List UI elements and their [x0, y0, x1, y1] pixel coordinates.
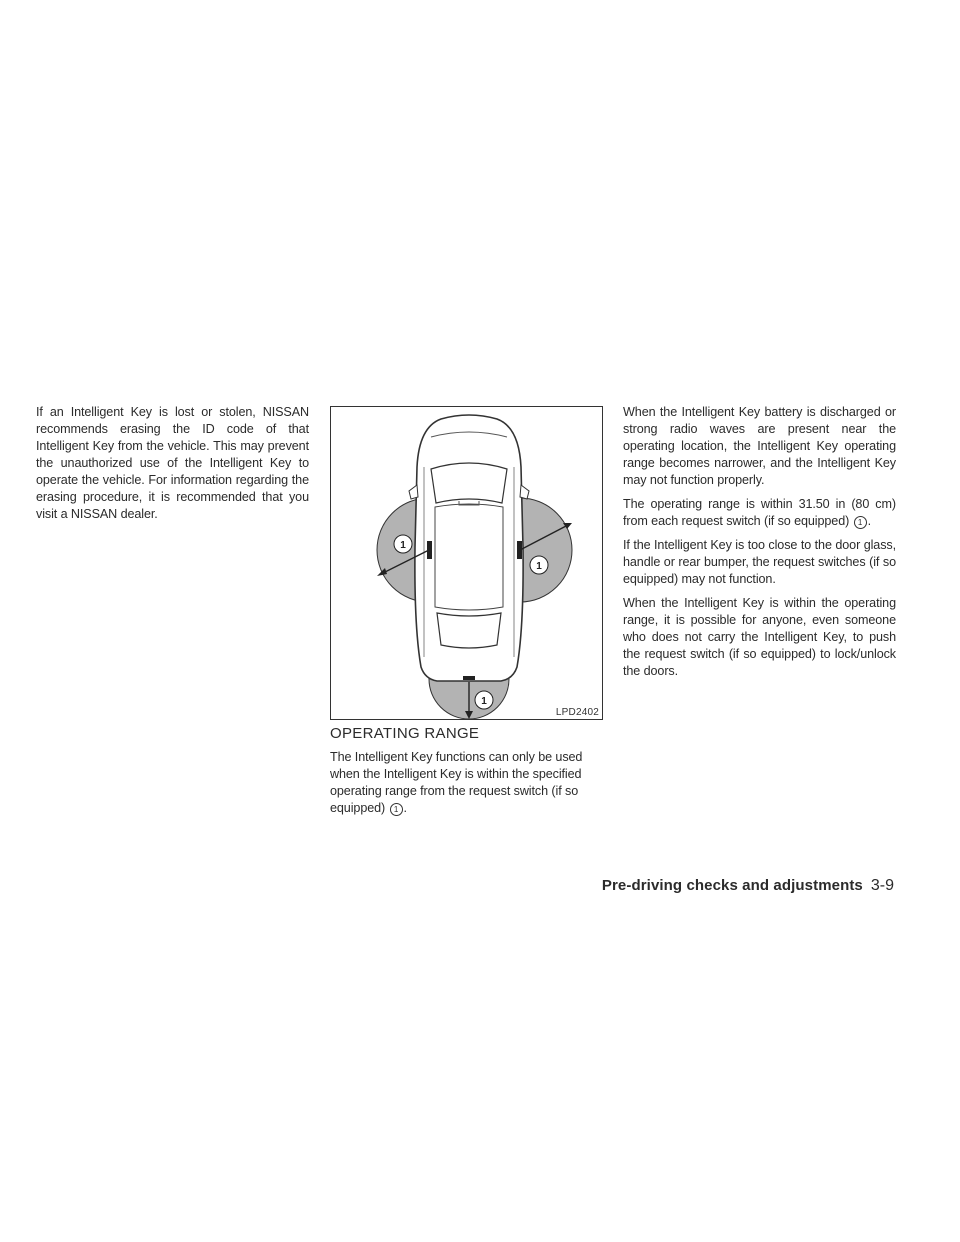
page-number: 3-9: [870, 877, 894, 894]
too-close-paragraph: If the Intelligent Key is too close to the door glass, handle or rear bumper, the request switches (if so equipped) may not function.: [623, 538, 896, 586]
lost-key-paragraph: If an Intelligent Key is lost or stolen, NISSAN recommends erasing the ID code of that Intelligent Key from the vehicle. This may prevent the unauthorized use of the Intelligent Key to operate the vehicle. For information regarding the erasing procedure, it is recommended that you visit a NISSAN dealer.: [36, 405, 309, 521]
section-heading: OPERATING RANGE: [330, 725, 480, 742]
svg-text:1: 1: [536, 561, 542, 572]
footer-section-title: Pre-driving checks and adjustments: [601, 877, 863, 894]
operating-range-paragraph: The Intelligent Key functions can only be used when the Intelligent Key is within the specified operating range from the request switch (if so equipped) 1 .: [330, 750, 583, 815]
svg-text:1: 1: [481, 696, 487, 707]
operating-range-figure: [330, 406, 603, 720]
operating-range-text: The Intelligent Key functions can only be used when the Intelligent Key is within the specified operating range from the request switch (if so equipped): [330, 750, 583, 815]
battery-paragraph: When the Intelligent Key battery is discharged or strong radio waves are present near the operating location, the Intelligent Key operating range becomes narrower, and the Intelligent Key may not function properly.: [623, 405, 896, 487]
range-distance-paragraph: The operating range is within 31.50 in (80 cm) from each request switch (if so equipped) 1 .: [623, 497, 896, 528]
callout-left: [394, 535, 412, 553]
windshield: [431, 463, 507, 503]
callout-right: [530, 556, 548, 574]
callout-1-icon: 1: [390, 803, 403, 816]
callout-rear: [475, 691, 493, 709]
svg-text:1: 1: [400, 540, 406, 551]
figure-label: LPD2402: [555, 707, 599, 718]
right-column: [623, 404, 896, 687]
rear-window: [437, 613, 501, 648]
rear-request-switch: [463, 676, 475, 680]
car-top-view-diagram: [331, 407, 604, 721]
anyone-paragraph: When the Intelligent Key is within the operating range, it is possible for anyone, even someone who does not carry the Intelligent Key, to push the request switch (if so equipped) to lock/unlock the doors.: [623, 596, 896, 678]
callout-1-icon: 1: [854, 516, 867, 529]
page-footer: [602, 877, 894, 895]
